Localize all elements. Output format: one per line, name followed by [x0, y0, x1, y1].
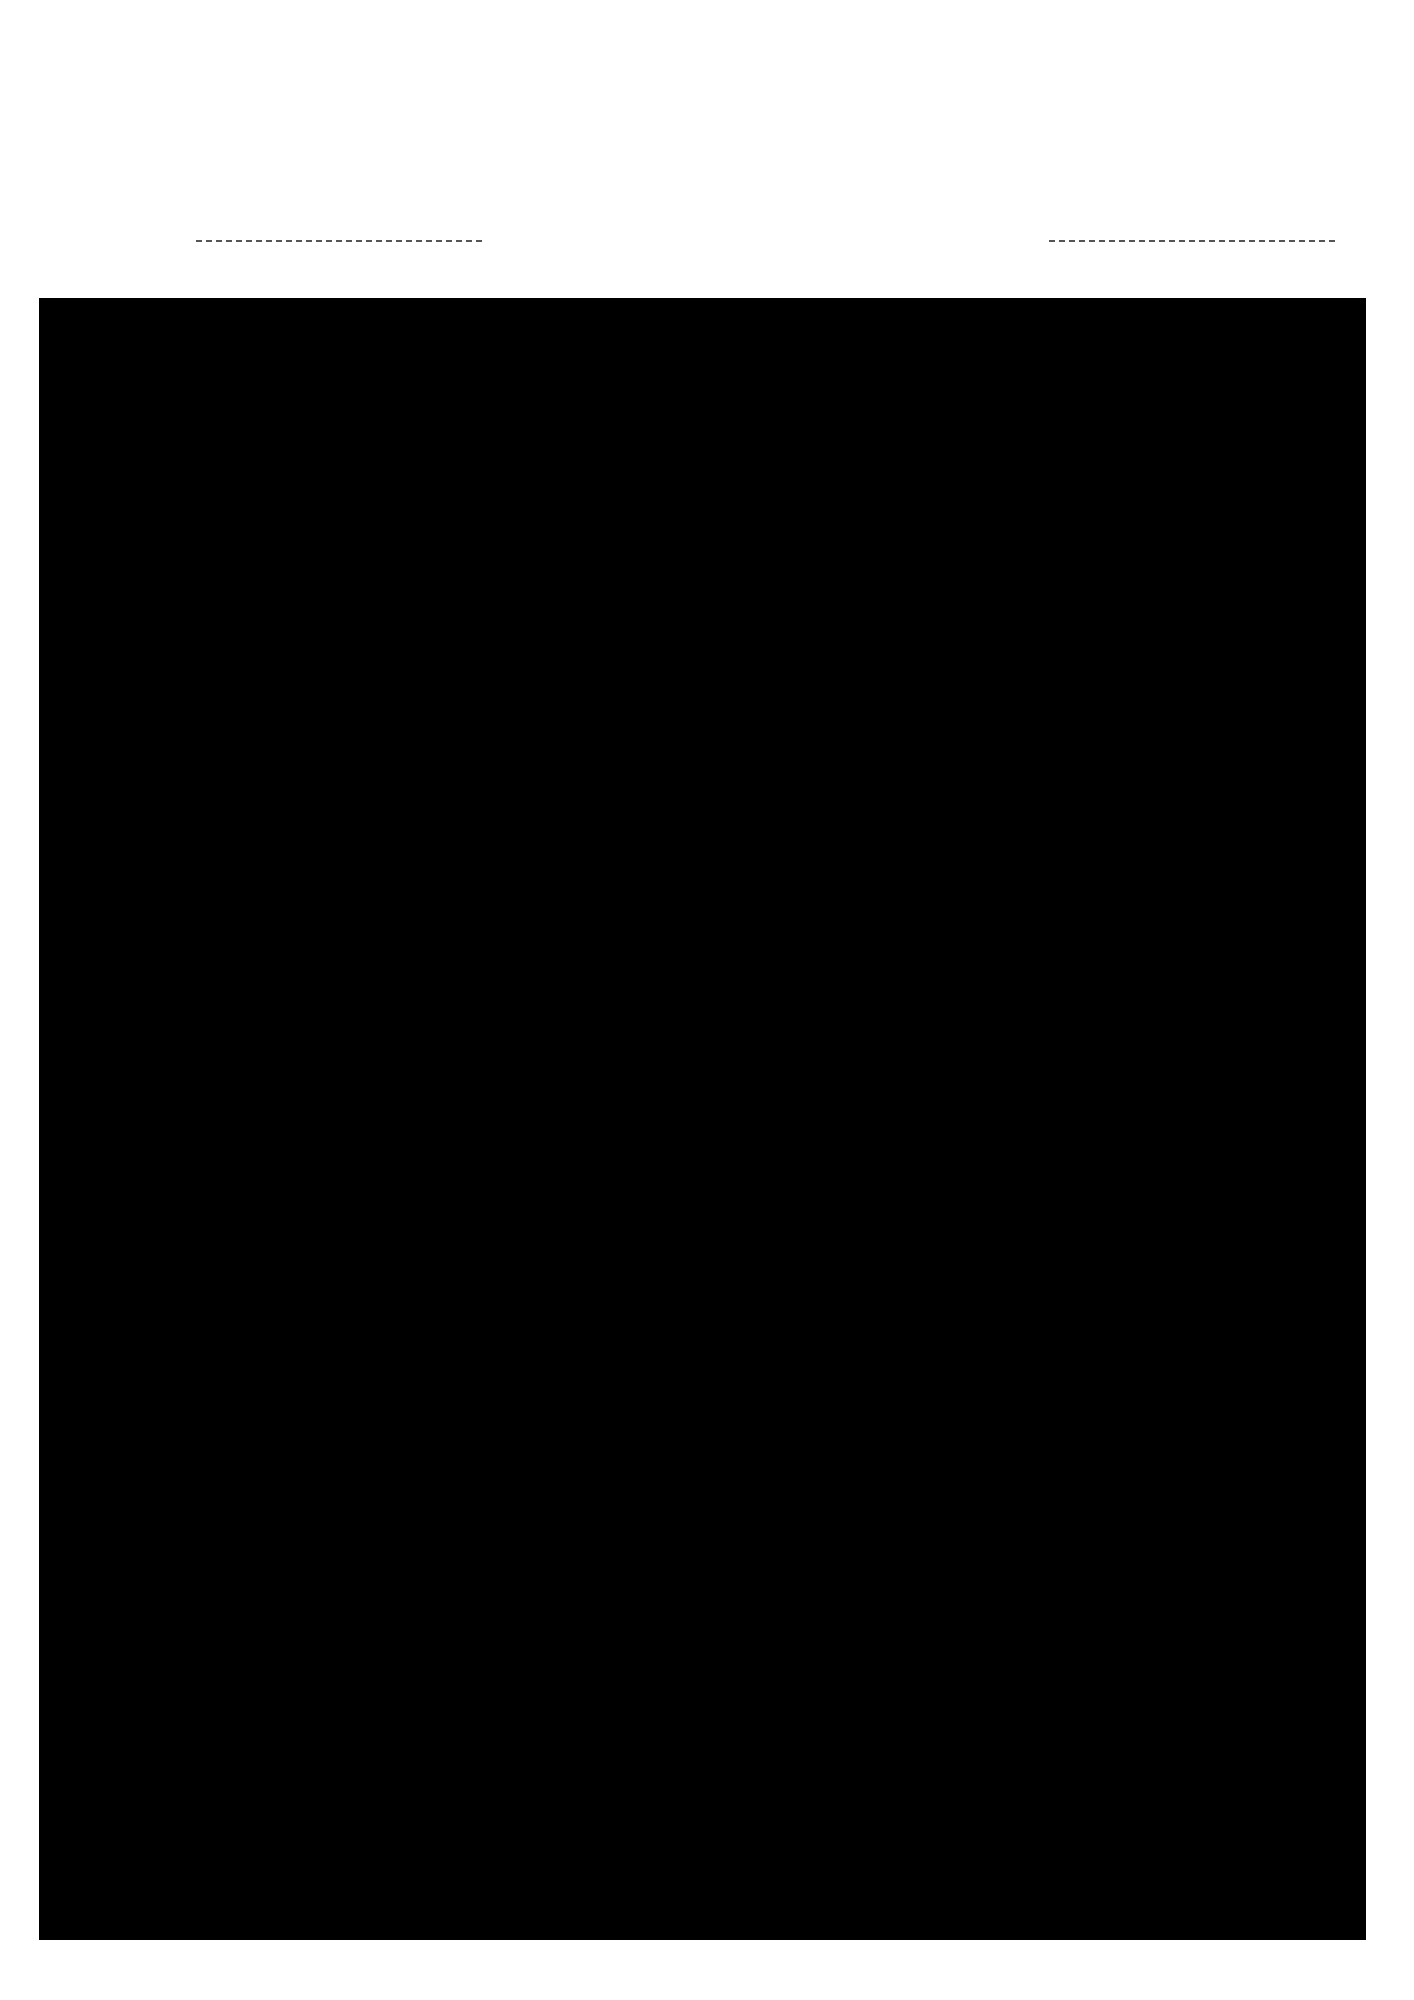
- date-field[interactable]: [1049, 240, 1335, 242]
- logo: [53, 70, 129, 146]
- logo-tile-1: [53, 70, 87, 104]
- checklist-table: [39, 298, 1366, 1940]
- name-field[interactable]: [196, 240, 482, 242]
- logo-tile-4: [93, 110, 127, 144]
- logo-tile-2: [93, 70, 127, 104]
- logo-tile-3: [53, 110, 87, 144]
